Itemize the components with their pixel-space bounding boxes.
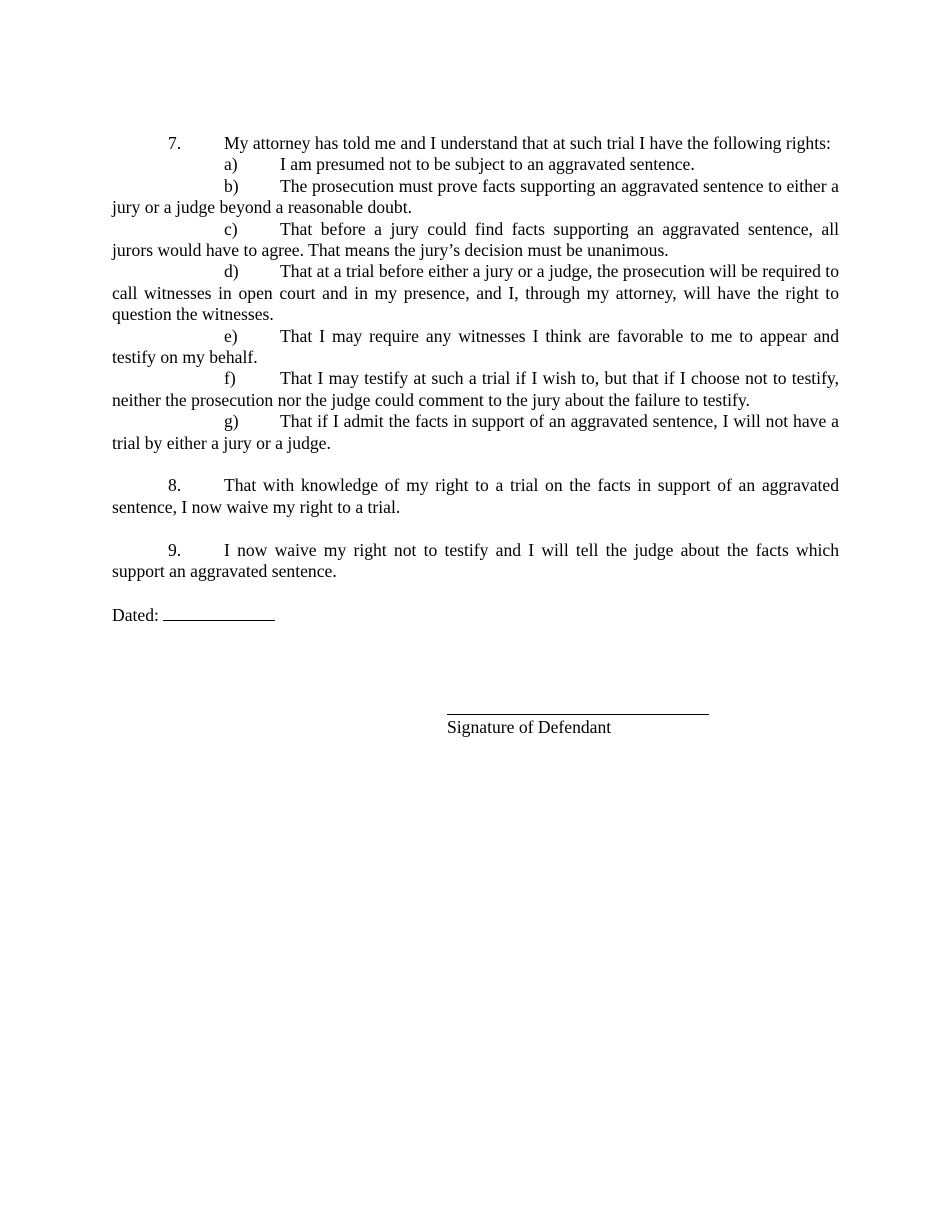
right-letter: b) bbox=[224, 175, 239, 196]
spacer bbox=[112, 518, 839, 539]
right-letter: e) bbox=[224, 325, 238, 346]
date-blank bbox=[163, 604, 275, 621]
right-text: That I may testify at such a trial if I wish to, but that if I choose not to testify, neither the prosecution nor the judge could comment to the jury about the failure to testify. bbox=[112, 368, 839, 410]
right-letter: f) bbox=[224, 368, 236, 389]
paragraph-text: I now waive my right not to testify and I will tell the judge about the facts which support an aggravated sentence. bbox=[112, 539, 839, 582]
right-item-b bbox=[112, 176, 839, 219]
paragraph-7 bbox=[112, 133, 839, 154]
right-text: That at a trial before either a jury or a judge, the prosecution will be required to call witnesses in open court and in my presence, and I, through my attorney, will have the right to question the witnesses. bbox=[112, 261, 839, 325]
right-item-c bbox=[112, 219, 839, 262]
paragraph-9 bbox=[112, 540, 839, 583]
right-item-g bbox=[112, 411, 839, 454]
spacer bbox=[112, 583, 839, 604]
spacer bbox=[112, 454, 839, 475]
paragraph-number: 9. bbox=[168, 539, 182, 560]
paragraph-8 bbox=[112, 475, 839, 518]
right-text: That if I admit the facts in support of an aggravated sentence, I will not have a trial by either a jury or a judge. bbox=[112, 411, 839, 453]
signature-line bbox=[447, 714, 709, 715]
paragraph-number: 7. bbox=[168, 133, 182, 153]
right-text: The prosecution must prove facts supporting an aggravated sentence to either a jury or a judge beyond a reasonable doubt. bbox=[112, 175, 839, 218]
right-item-e bbox=[112, 326, 839, 369]
paragraph-text: That with knowledge of my right to a trial on the facts in support of an aggravated sentence, I now waive my right to a trial. bbox=[112, 475, 839, 517]
paragraph-number: 8. bbox=[168, 475, 182, 496]
right-text: That I may require any witnesses I think are favorable to me to appear and testify on my behalf. bbox=[112, 325, 839, 368]
right-text: That before a jury could find facts supporting an aggravated sentence, all jurors would have to agree. That means the jury’s decision must be unanimous. bbox=[112, 218, 839, 261]
signature-label: Signature of Defendant bbox=[447, 717, 612, 737]
right-letter: d) bbox=[224, 261, 239, 282]
right-item-f bbox=[112, 368, 839, 411]
right-letter: a) bbox=[224, 154, 238, 175]
document-body bbox=[112, 133, 839, 626]
right-letter: g) bbox=[224, 411, 239, 432]
signature-block bbox=[447, 714, 709, 738]
dated-label: Dated: bbox=[112, 604, 159, 625]
dated-line bbox=[112, 604, 839, 626]
right-text: I am presumed not to be subject to an aggravated sentence. bbox=[280, 154, 695, 175]
right-item-a bbox=[112, 154, 839, 175]
paragraph-text: My attorney has told me and I understand that at such trial I have the following rights: bbox=[224, 133, 831, 153]
right-item-d bbox=[112, 261, 839, 325]
right-letter: c) bbox=[224, 218, 238, 239]
